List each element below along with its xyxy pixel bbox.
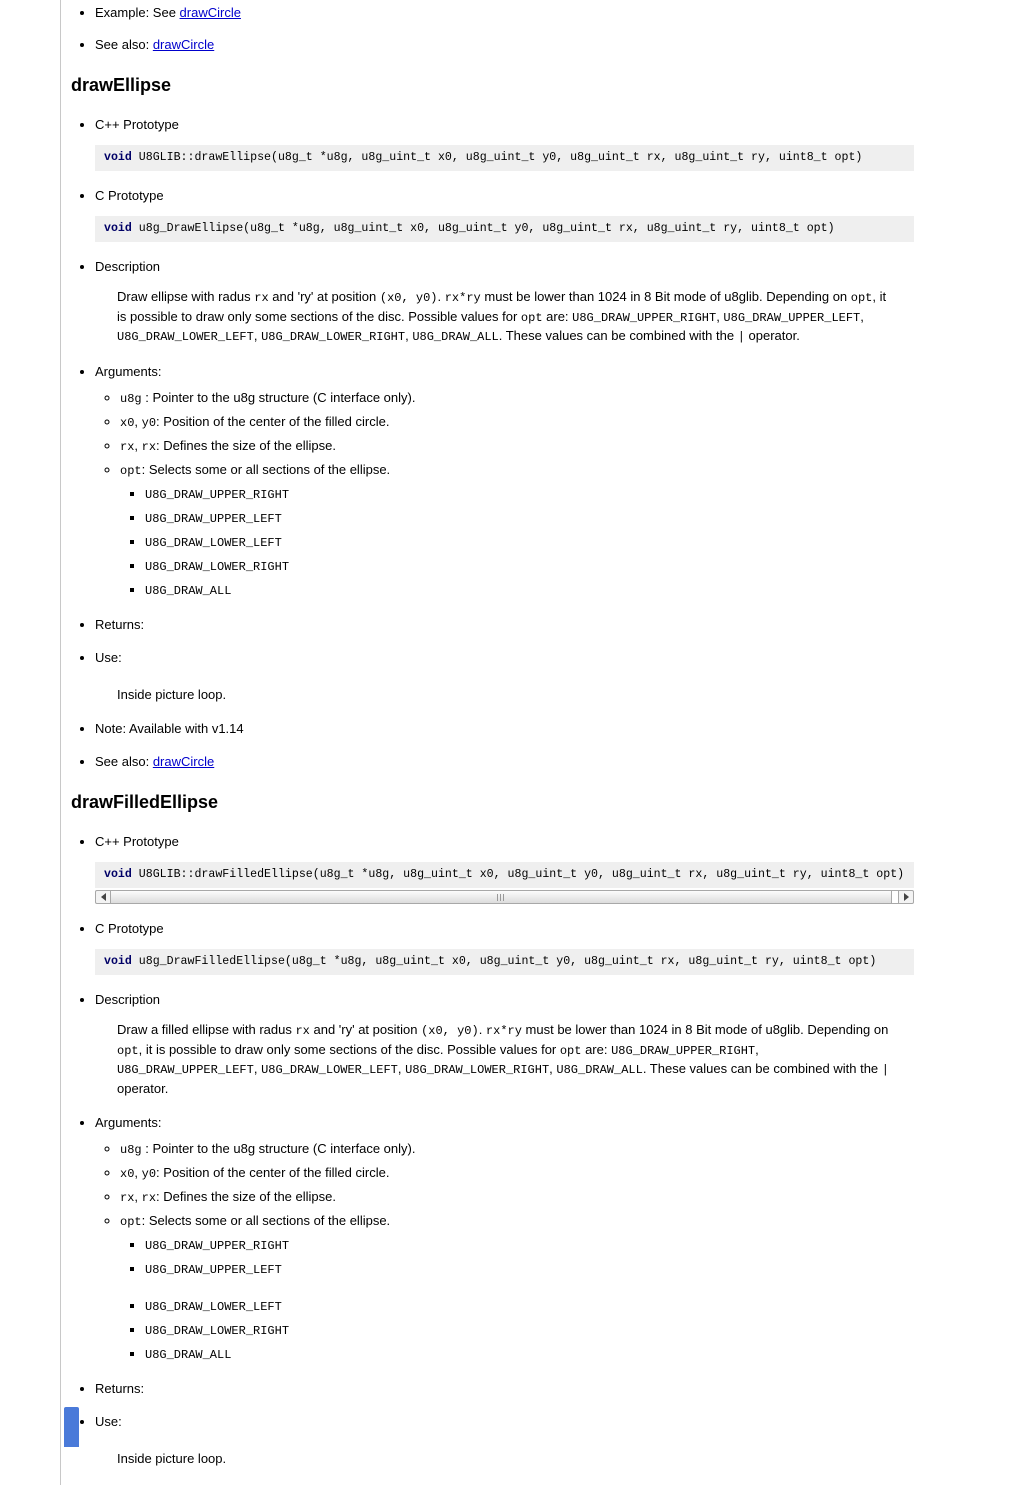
inline-code: U8G_DRAW_UPPER_RIGHT [145,487,290,502]
argument-item-rxry: ◦ rx, rx: Defines the size of the ellipse. [120,437,916,456]
inline-code: (x0, y0) [421,1024,479,1038]
wiki-link[interactable]: drawCircle [152,37,215,52]
inline-code: U8G_DRAW_UPPER_LEFT [145,1263,282,1277]
arguments-list [95,389,916,600]
cpp-prototype-label: C++ Prototype [95,117,179,132]
inline-code: u8g [120,391,142,406]
c-prototype-code: void u8g_DrawFilledEllipse(u8g_t *u8g, u8g_uint_t x0, u8g_uint_t y0, u8g_uint_t rx, u8g_uint_t ry, uint8_t opt) [95,949,914,975]
use-label: Use: [95,1414,122,1429]
inline-code: | [881,1063,889,1077]
option-list [120,1297,916,1364]
intro-item-see-also: • See also: drawCircle [95,36,916,53]
inline-code: rx*ry [444,291,481,305]
inline-code: U8G_DRAW_LOWER_LEFT [261,1063,398,1077]
inline-code: U8G_DRAW_LOWER_RIGHT [145,1324,290,1338]
wiki-link[interactable]: drawCircle [152,754,215,769]
option-item [145,1260,916,1279]
intro-item-example: • Example: See drawCircle [95,4,916,21]
inline-code: U8G_DRAW_UPPER_LEFT [145,511,282,526]
inline-code: U8G_DRAW_UPPER_RIGHT [611,1043,756,1058]
note-item: • Note: Available with v1.14 [95,720,916,737]
option-list [120,1236,916,1279]
inline-code: x0 [120,415,135,430]
scrollbar-grip-icon [497,894,506,901]
inline-code: y0 [141,415,157,430]
use-text: Inside picture loop. [117,1451,227,1466]
inline-code: U8G_DRAW_UPPER_LEFT [723,310,861,325]
inline-code: (x0, y0) [379,291,438,305]
description-label: Description [95,992,161,1007]
inline-code: rx [141,439,157,454]
argument-item-u8g: ◦ u8g : Pointer to the u8g structure (C interface only). [120,389,916,408]
inline-code: U8G_DRAW_LOWER_RIGHT [405,1063,550,1077]
arguments-list [95,1140,916,1364]
description-item [95,991,916,1098]
inline-code: y0 [141,1167,157,1181]
scroll-left-arrow-icon [101,893,106,901]
inline-code: rx [120,1191,135,1205]
inline-code: U8G_DRAW_ALL [145,1348,232,1362]
description-text: Draw a filled ellipse with radus rx and 'ry' at position (x0, y0). rx*ry must be lower than 1024 in 8 Bit mode of u8glib. Depending on opt, it is possible to draw only some sections of the disc. Possible values for opt are: U8G_DRAW_UPPER_RIGHT, U8G_DRAW_UPPER_LEFT, U8G_DRAW_LOWER_LEFT, U8G_DRAW_LOWER_RIGHT, U8G_DRAW_ALL. These values can be combined with the | operator. [117,1022,889,1096]
inline-code: opt [120,1215,142,1229]
options-container [120,485,916,600]
inline-code: opt [117,1043,139,1058]
argument-item-x0y0: ◦ x0, y0: Position of the center of the filled circle. [120,1164,916,1183]
arguments-label: Arguments: [95,1115,162,1130]
returns-label: Returns: [95,1381,145,1396]
description-label: Description [95,259,161,274]
returns-item [95,616,916,633]
wiki-content [60,0,916,1485]
use-item [95,1413,916,1469]
code-keyword: void [104,955,132,968]
inline-code: U8G_DRAW_LOWER_LEFT [117,330,254,344]
inline-code: | [737,330,745,344]
option-item [145,485,916,504]
inline-code: U8G_DRAW_UPPER_LEFT [117,1063,254,1077]
returns-label: Returns: [95,616,145,632]
c-prototype-label: C Prototype [95,188,164,203]
c-prototype-item [95,920,916,975]
inline-code: x0 [120,1167,135,1181]
argument-item-rxry: ◦ rx, rx: Defines the size of the ellipse. [120,1188,916,1207]
option-item [145,1345,916,1364]
returns-item [95,1380,916,1397]
arguments-item [95,363,916,600]
use-item [95,649,916,705]
inline-code: rx [141,1191,157,1205]
inline-code: rx [295,1024,310,1038]
inline-code: opt [520,310,543,325]
inline-code: u8g [120,1143,142,1157]
inline-code: U8G_DRAW_LOWER_RIGHT [261,330,406,344]
intro-list [71,4,916,53]
inline-code: U8G_DRAW_UPPER_RIGHT [145,1239,290,1253]
inline-code: U8G_DRAW_ALL [556,1063,643,1077]
inline-code: opt [559,1043,582,1058]
cpp-prototype-code: void U8GLIB::drawEllipse(u8g_t *u8g, u8g_uint_t x0, u8g_uint_t y0, u8g_uint_t rx, u8g_uint_t ry, uint8_t opt) [95,145,914,171]
description-text: Draw ellipse with radus rx and 'ry' at position (x0, y0). rx*ry must be lower than 1024 in 8 Bit mode of u8glib. Depending on opt, it is possible to draw only some sections of the disc. Possible values for opt are: U8G_DRAW_UPPER_RIGHT, U8G_DRAW_UPPER_LEFT, U8G_DRAW_LOWER_LEFT, U8G_DRAW_LOWER_RIGHT, U8G_DRAW_ALL. These values can be combined with the | operator. [117,289,887,344]
inline-code: opt [120,463,142,478]
section-list-drawfilledellipse [71,833,916,1469]
argument-text-opt: opt: Selects some or all sections of the ellipse. [120,1213,391,1229]
option-item [145,1321,916,1340]
horizontal-scrollbar[interactable] [95,890,914,904]
section-title-drawellipse: drawEllipse [71,75,172,95]
cpp-prototype-code: void U8GLIB::drawFilledEllipse(u8g_t *u8g, u8g_uint_t x0, u8g_uint_t y0, u8g_uint_t rx, u8g_uint_t ry, uint8_t opt) [95,862,914,888]
wiki-link[interactable]: drawCircle [179,5,241,20]
option-item [145,509,916,528]
option-item [145,557,916,576]
use-text: Inside picture loop. [117,686,227,702]
scroll-right-arrow-icon [904,893,909,901]
argument-text-opt: opt: Selects some or all sections of the ellipse. [120,461,391,478]
arguments-item [95,1114,916,1364]
c-prototype-label: C Prototype [95,921,164,936]
argument-item-u8g: ◦ u8g : Pointer to the u8g structure (C interface only). [120,1140,916,1159]
use-label: Use: [95,649,122,665]
c-prototype-item [95,187,916,242]
cpp-prototype-item [95,116,916,171]
cpp-prototype-item [95,833,916,904]
option-list [120,485,916,600]
inline-code: U8G_DRAW_UPPER_RIGHT [572,310,717,325]
option-item [145,1297,916,1316]
option-item [145,533,916,552]
argument-item-opt [120,461,916,600]
inline-code: rx*ry [485,1024,522,1038]
scroll-right-button[interactable] [898,890,914,904]
section-list-drawellipse [71,116,916,770]
code-keyword: void [104,151,132,164]
cpp-prototype-label: C++ Prototype [95,834,179,849]
argument-item-x0y0: ◦ x0, y0: Position of the center of the filled circle. [120,413,916,432]
c-prototype-code: void u8g_DrawEllipse(u8g_t *u8g, u8g_uint_t x0, u8g_uint_t y0, u8g_uint_t rx, u8g_uint_t ry, uint8_t opt) [95,216,914,242]
code-keyword: void [104,222,132,235]
option-item [145,581,916,600]
arguments-label: Arguments: [95,363,162,379]
description-item [95,258,916,347]
decorative-blue-element [64,1407,79,1447]
scrollbar-track[interactable] [111,890,898,904]
inline-code: opt [850,291,873,305]
scrollbar-thumb[interactable] [111,891,892,903]
see-also-item: • See also: drawCircle [95,753,916,770]
inline-code: U8G_DRAW_LOWER_LEFT [145,535,282,550]
inline-code: rx [254,291,269,305]
inline-code: U8G_DRAW_LOWER_LEFT [145,1300,282,1314]
section-title-drawfilledellipse: drawFilledEllipse [71,792,219,812]
scroll-left-button[interactable] [95,890,111,904]
options-container [120,1236,916,1364]
inline-code: U8G_DRAW_ALL [412,330,499,344]
inline-code: U8G_DRAW_LOWER_RIGHT [145,559,290,574]
argument-item-opt [120,1212,916,1364]
option-item [145,1236,916,1255]
code-keyword: void [104,868,132,881]
inline-code: U8G_DRAW_ALL [145,583,232,598]
inline-code: rx [120,439,135,454]
